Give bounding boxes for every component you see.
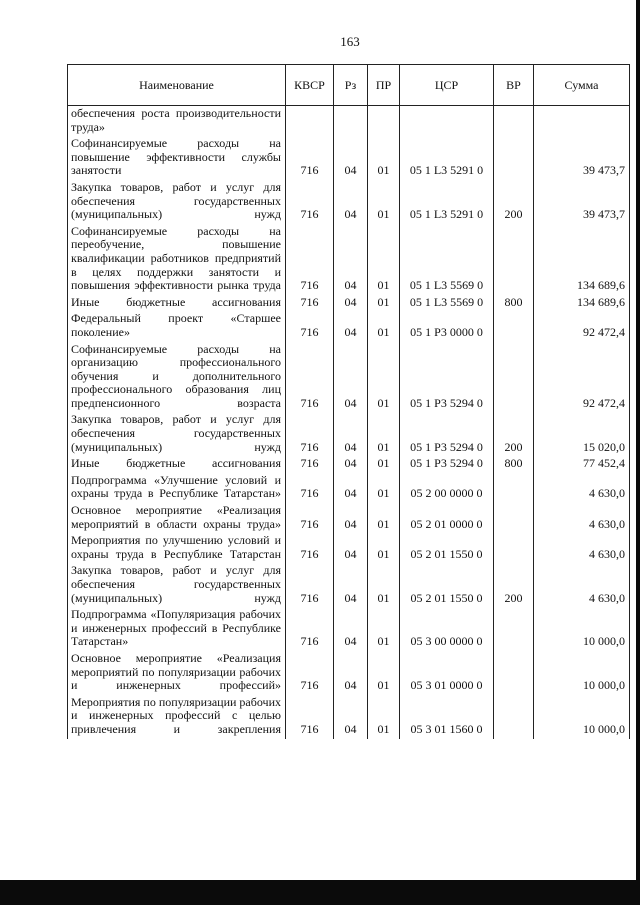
cell-kvsr: 716 xyxy=(286,180,334,224)
table-row xyxy=(68,295,630,312)
cell-csr xyxy=(400,106,494,137)
cell-pr: 01 xyxy=(368,607,400,651)
page-number: 163 xyxy=(340,34,360,49)
cell-kvsr: 716 xyxy=(286,224,334,295)
cell-pr: 01 xyxy=(368,180,400,224)
cell-sum: 10 000,0 xyxy=(534,607,630,651)
table-row xyxy=(68,180,630,224)
table-row xyxy=(68,651,630,695)
table-row xyxy=(68,106,630,137)
cell-csr: 05 1 P3 5294 0 xyxy=(400,456,494,473)
cell-vr: 200 xyxy=(494,180,534,224)
cell-sum: 15 020,0 xyxy=(534,412,630,456)
cell-csr: 05 1 L3 5569 0 xyxy=(400,295,494,312)
cell-name: Основное мероприятие «Реализация мероприятий по популяризации рабочих и инженерных профессий» xyxy=(68,651,286,695)
cell-name: Софинансируемые расходы на переобучение, повышение квалификации работников предприятий в целях поддержки занятости и повышения эффективности рынка труда xyxy=(68,224,286,295)
cell-sum: 4 630,0 xyxy=(534,563,630,607)
table-row xyxy=(68,473,630,503)
table-row xyxy=(68,136,630,180)
cell-csr: 05 2 01 1550 0 xyxy=(400,563,494,607)
table-body xyxy=(68,106,630,739)
table-row xyxy=(68,456,630,473)
cell-csr: 05 1 P3 5294 0 xyxy=(400,342,494,413)
cell-kvsr: 716 xyxy=(286,695,334,739)
cell-csr: 05 2 01 1550 0 xyxy=(400,533,494,563)
cell-kvsr: 716 xyxy=(286,412,334,456)
table-row xyxy=(68,224,630,295)
scan-edge-bottom xyxy=(0,880,640,905)
cell-sum: 39 473,7 xyxy=(534,136,630,180)
cell-kvsr: 716 xyxy=(286,136,334,180)
cell-pr: 01 xyxy=(368,295,400,312)
cell-pr: 01 xyxy=(368,533,400,563)
cell-kvsr: 716 xyxy=(286,311,334,341)
cell-sum xyxy=(534,106,630,137)
table-row xyxy=(68,533,630,563)
cell-csr: 05 1 L3 5291 0 xyxy=(400,136,494,180)
cell-csr: 05 3 01 1560 0 xyxy=(400,695,494,739)
cell-csr: 05 1 L3 5291 0 xyxy=(400,180,494,224)
scan-edge-right xyxy=(636,0,640,905)
cell-kvsr: 716 xyxy=(286,563,334,607)
cell-sum: 10 000,0 xyxy=(534,695,630,739)
cell-name: обеспечения роста производительности труда» xyxy=(68,106,286,137)
cell-pr: 01 xyxy=(368,224,400,295)
cell-kvsr: 716 xyxy=(286,295,334,312)
cell-vr xyxy=(494,651,534,695)
cell-vr xyxy=(494,342,534,413)
header-name: Наименование xyxy=(68,65,286,106)
cell-name: Закупка товаров, работ и услуг для обеспечения государственных (муниципальных) нужд xyxy=(68,412,286,456)
cell-sum: 4 630,0 xyxy=(534,473,630,503)
cell-rz: 04 xyxy=(334,136,368,180)
cell-vr xyxy=(494,533,534,563)
cell-kvsr: 716 xyxy=(286,503,334,533)
cell-rz: 04 xyxy=(334,342,368,413)
header-pr: ПР xyxy=(368,65,400,106)
cell-sum: 10 000,0 xyxy=(534,651,630,695)
cell-pr: 01 xyxy=(368,563,400,607)
cell-sum: 134 689,6 xyxy=(534,295,630,312)
cell-rz: 04 xyxy=(334,563,368,607)
header-csr: ЦСР xyxy=(400,65,494,106)
cell-kvsr: 716 xyxy=(286,651,334,695)
cell-vr xyxy=(494,695,534,739)
cell-vr xyxy=(494,311,534,341)
cell-pr: 01 xyxy=(368,311,400,341)
cell-name: Софинансируемые расходы на организацию профессионального обучения и дополнительного профессионального образования лиц предпенсионного возраста xyxy=(68,342,286,413)
cell-csr: 05 2 00 0000 0 xyxy=(400,473,494,503)
cell-rz: 04 xyxy=(334,533,368,563)
cell-kvsr: 716 xyxy=(286,607,334,651)
budget-table xyxy=(67,64,630,739)
table-row xyxy=(68,563,630,607)
cell-name: Подпрограмма «Улучшение условий и охраны труда в Республике Татарстан» xyxy=(68,473,286,503)
cell-vr xyxy=(494,136,534,180)
cell-kvsr xyxy=(286,106,334,137)
cell-sum: 77 452,4 xyxy=(534,456,630,473)
cell-csr: 05 1 L3 5569 0 xyxy=(400,224,494,295)
cell-name: Мероприятия по популяризации рабочих и инженерных профессий с целью привлечения и закрепления xyxy=(68,695,286,739)
cell-pr: 01 xyxy=(368,342,400,413)
cell-kvsr: 716 xyxy=(286,456,334,473)
cell-rz: 04 xyxy=(334,456,368,473)
cell-name: Федеральный проект «Старшее поколение» xyxy=(68,311,286,341)
cell-rz: 04 xyxy=(334,651,368,695)
header-vr: ВР xyxy=(494,65,534,106)
cell-pr: 01 xyxy=(368,695,400,739)
header-rz: Рз xyxy=(334,65,368,106)
cell-name: Иные бюджетные ассигнования xyxy=(68,456,286,473)
cell-kvsr: 716 xyxy=(286,533,334,563)
cell-rz: 04 xyxy=(334,311,368,341)
table-row xyxy=(68,412,630,456)
cell-name: Мероприятия по улучшению условий и охраны труда в Республике Татарстан xyxy=(68,533,286,563)
cell-vr: 800 xyxy=(494,456,534,473)
cell-sum: 4 630,0 xyxy=(534,533,630,563)
table-row xyxy=(68,342,630,413)
table-row xyxy=(68,503,630,533)
cell-csr: 05 3 01 0000 0 xyxy=(400,651,494,695)
cell-vr xyxy=(494,106,534,137)
cell-vr xyxy=(494,503,534,533)
cell-vr: 200 xyxy=(494,563,534,607)
cell-vr xyxy=(494,224,534,295)
cell-vr: 800 xyxy=(494,295,534,312)
cell-name: Софинансируемые расходы на повышение эффективности службы занятости xyxy=(68,136,286,180)
cell-csr: 05 3 00 0000 0 xyxy=(400,607,494,651)
cell-kvsr: 716 xyxy=(286,473,334,503)
cell-pr: 01 xyxy=(368,412,400,456)
cell-name: Закупка товаров, работ и услуг для обеспечения государственных (муниципальных) нужд xyxy=(68,563,286,607)
cell-rz: 04 xyxy=(334,180,368,224)
cell-sum: 39 473,7 xyxy=(534,180,630,224)
cell-vr: 200 xyxy=(494,412,534,456)
cell-name: Подпрограмма «Популяризация рабочих и инженерных профессий в Республике Татарстан» xyxy=(68,607,286,651)
cell-name: Иные бюджетные ассигнования xyxy=(68,295,286,312)
cell-pr: 01 xyxy=(368,651,400,695)
cell-vr xyxy=(494,607,534,651)
header-row xyxy=(68,65,630,106)
cell-rz: 04 xyxy=(334,607,368,651)
cell-sum: 4 630,0 xyxy=(534,503,630,533)
cell-sum: 92 472,4 xyxy=(534,342,630,413)
cell-vr xyxy=(494,473,534,503)
cell-rz: 04 xyxy=(334,224,368,295)
cell-pr xyxy=(368,106,400,137)
cell-sum: 134 689,6 xyxy=(534,224,630,295)
cell-kvsr: 716 xyxy=(286,342,334,413)
cell-name: Закупка товаров, работ и услуг для обеспечения государственных (муниципальных) нужд xyxy=(68,180,286,224)
cell-rz: 04 xyxy=(334,695,368,739)
cell-pr: 01 xyxy=(368,136,400,180)
cell-pr: 01 xyxy=(368,456,400,473)
cell-rz: 04 xyxy=(334,503,368,533)
cell-pr: 01 xyxy=(368,473,400,503)
cell-rz xyxy=(334,106,368,137)
table-row xyxy=(68,311,630,341)
table-row xyxy=(68,607,630,651)
cell-sum: 92 472,4 xyxy=(534,311,630,341)
cell-pr: 01 xyxy=(368,503,400,533)
cell-name: Основное мероприятие «Реализация мероприятий в области охраны труда» xyxy=(68,503,286,533)
header-sum: Сумма xyxy=(534,65,630,106)
cell-csr: 05 2 01 0000 0 xyxy=(400,503,494,533)
cell-rz: 04 xyxy=(334,295,368,312)
cell-rz: 04 xyxy=(334,412,368,456)
table-row xyxy=(68,695,630,739)
cell-csr: 05 1 P3 0000 0 xyxy=(400,311,494,341)
cell-csr: 05 1 P3 5294 0 xyxy=(400,412,494,456)
cell-rz: 04 xyxy=(334,473,368,503)
header-kvsr: КВСР xyxy=(286,65,334,106)
